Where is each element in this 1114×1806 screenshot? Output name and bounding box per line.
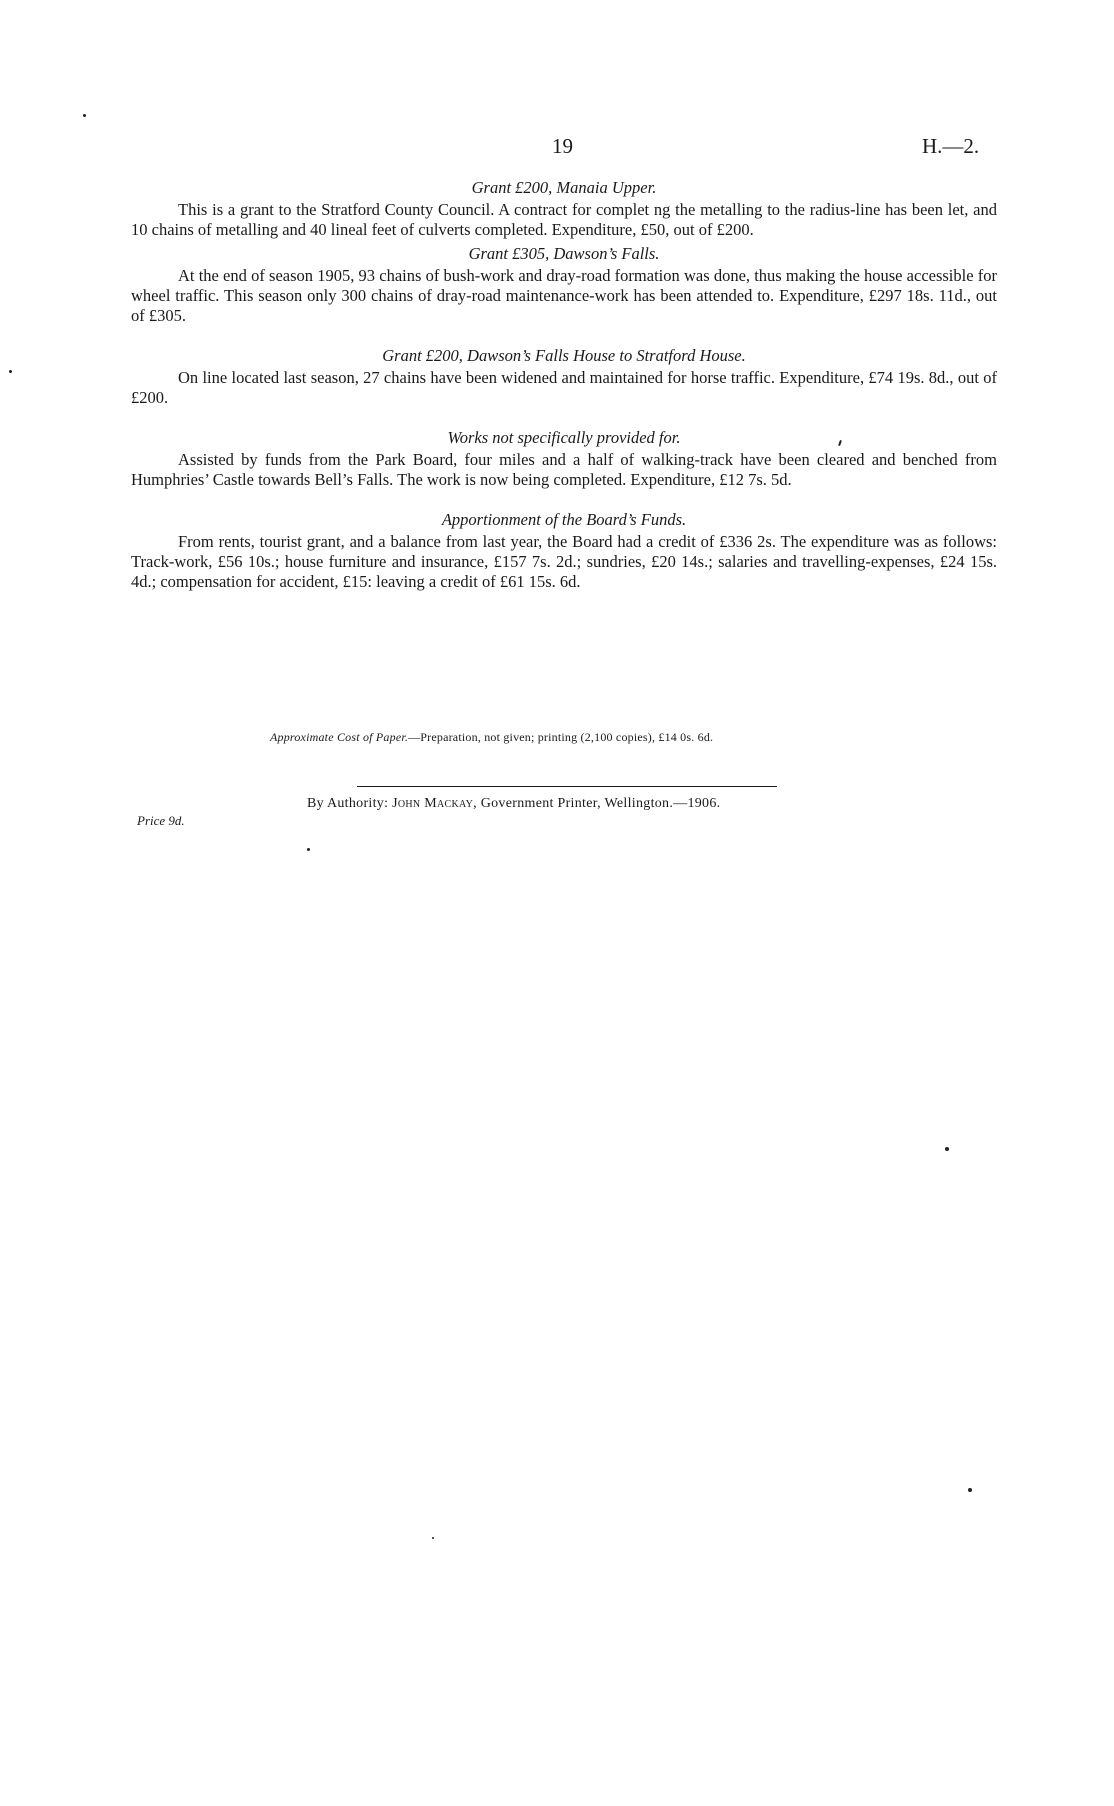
document-code: H.—2. bbox=[922, 134, 980, 158]
section-house-to-house bbox=[131, 346, 997, 408]
printer-name: John Mackay bbox=[392, 796, 474, 811]
scan-speck bbox=[307, 848, 310, 851]
report-body bbox=[131, 178, 997, 592]
section-works-not-provided bbox=[131, 428, 997, 490]
scan-speck bbox=[945, 1147, 949, 1151]
section-dawsons-falls bbox=[131, 244, 997, 326]
section-manaia-upper bbox=[131, 178, 997, 240]
price-label: Price 9d. bbox=[137, 813, 185, 828]
section-paragraph: From rents, tourist grant, and a balance from last year, the Board had a credit of £336 2s. The expenditure was as follows: Track-work, £56 10s.; house furniture and insurance, £157 7s. 2d.; sundries, £20 14s.; salaries and travelling-expenses, £24 15s. 4d.; compensation for accident, £15: leaving a credit of £61 15s. 6d. bbox=[131, 532, 997, 591]
section-heading: Works not specifically provided for. bbox=[447, 428, 681, 447]
section-heading: Grant £200, Manaia Upper. bbox=[471, 178, 657, 197]
paper-cost-note bbox=[270, 730, 713, 745]
section-paragraph: At the end of season 1905, 93 chains of bush-work and dray-road formation was done, thus making the house accessible for wheel traffic. This season only 300 chains of dray-road maintenance-work has been attended to. Expenditure, £297 18s. 11d., out of £305. bbox=[131, 266, 997, 325]
authority-prefix: By Authority: bbox=[307, 796, 389, 811]
section-heading: Apportionment of the Board’s Funds. bbox=[441, 510, 687, 529]
section-heading: Grant £200, Dawson’s Falls House to Stratford House. bbox=[382, 346, 746, 365]
section-apportionment bbox=[131, 510, 997, 592]
section-heading: Grant £305, Dawson’s Falls. bbox=[468, 244, 660, 263]
scan-speck bbox=[432, 1537, 434, 1539]
page-number: 19 bbox=[552, 134, 573, 158]
scan-speck bbox=[9, 370, 12, 373]
footer-divider bbox=[357, 786, 777, 787]
cost-text: —Preparation, not given; printing (2,100 copies), £14 0s. 6d. bbox=[408, 730, 714, 744]
cost-label: Approximate Cost of Paper. bbox=[270, 730, 409, 744]
section-paragraph: On line located last season, 27 chains have been widened and maintained for horse traffic. Expenditure, £74 19s. 8d., out of £200. bbox=[131, 368, 997, 407]
section-paragraph: This is a grant to the Stratford County Council. A contract for complet ng the metalling to the radius-line has been let, and 10 chains of metalling and 40 lineal feet of culverts completed. Expenditure, £50, out of £200. bbox=[131, 200, 997, 239]
scan-speck bbox=[83, 114, 86, 117]
section-paragraph: Assisted by funds from the Park Board, four miles and a half of walking-track have been cleared and benched from Humphries’ Castle towards Bell’s Falls. The work is now being completed. Expenditure, £12 7s. 5d. bbox=[131, 450, 997, 489]
scan-speck bbox=[968, 1488, 972, 1492]
authority-suffix: , Government Printer, Wellington.—1906. bbox=[473, 796, 721, 811]
printer-authority bbox=[307, 796, 720, 812]
